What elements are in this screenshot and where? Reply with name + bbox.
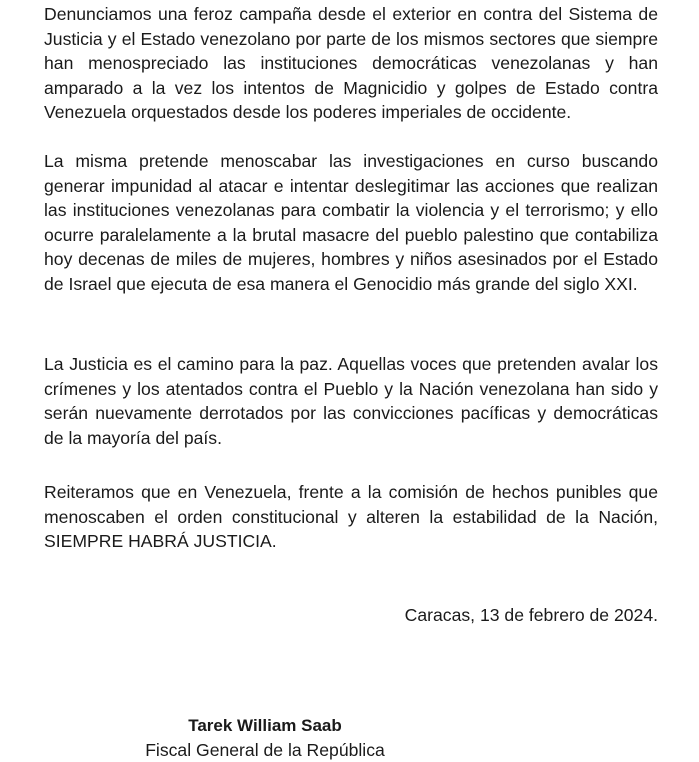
signature-block bbox=[0, 714, 699, 762]
signatory-title: Fiscal General de la República bbox=[145, 740, 385, 760]
signatory-name: Tarek William Saab bbox=[188, 716, 342, 735]
place-date: Caracas, 13 de febrero de 2024. bbox=[404, 605, 658, 625]
paragraph-justicia-paz: La Justicia es el camino para la paz. Aquellas voces que pretenden avalar los crímenes y los atentados contra el Pueblo y la Nación venezolana han sido y serán nuevamente derrotados por las convicciones pacíficas y democráticas de la mayoría del país. bbox=[44, 354, 658, 448]
paragraph-reiteramos: Reiteramos que en Venezuela, frente a la comisión de hechos punibles que menoscaben el orden constitucional y alteren la estabilidad de la Nación, SIEMPRE HABRÁ JUSTICIA. bbox=[44, 482, 658, 551]
paragraph-investigaciones: La misma pretende menoscabar las investigaciones en curso buscando generar impunidad al atacar e intentar deslegitimar las acciones que realizan las instituciones venezolanas para combatir la violencia y el terrorismo; y ello ocurre paralelamente a la brutal masacre del pueblo palestino que contabiliza hoy decenas de miles de mujeres, hombres y niños asesinados por el Estado de Israel que ejecuta de esa manera el Genocidio más grande del siglo XXI. bbox=[44, 151, 658, 294]
paragraph-denuncia: Denunciamos una feroz campaña desde el exterior en contra del Sistema de Justicia y el Estado venezolano por parte de los mismos sectores que siempre han menospreciado las instituciones democráticas venezolanas y han amparado a la vez los intentos de Magnicidio y golpes de Estado contra Venezuela orquestados desde los poderes imperiales de occidente. bbox=[44, 4, 658, 122]
